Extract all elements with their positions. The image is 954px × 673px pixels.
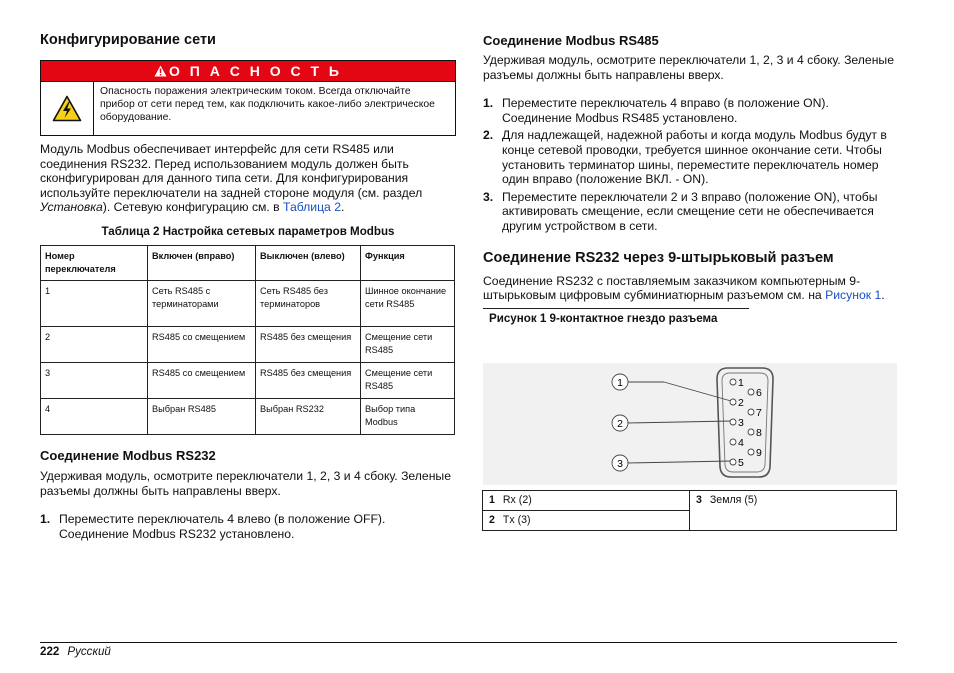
danger-label: О П А С Н О С Т Ь	[168, 63, 342, 79]
pin-4	[730, 437, 744, 449]
table-row: 2 Tx (3)	[483, 511, 897, 531]
svg-text:1: 1	[617, 377, 623, 389]
header-on: Включен (вправо)	[148, 245, 256, 280]
callout-1	[612, 374, 628, 390]
list-item: 2. Для надлежащей, надежной работы и когда модуль Modbus будут в конце сетевой проводки, требуется шинное окончание сети. Чтобы установить терминатор шины, переместите переключатель номер один вправо (положение ВКЛ. - ON).	[483, 128, 887, 187]
connector-paragraph: Соединение RS232 с поставляемым заказчиком компьютерным 9-штырьковым цифровым субминиатюрным разъемом см. на Рисунок 1.	[483, 273, 885, 303]
svg-text:3: 3	[617, 458, 623, 470]
table-2-link[interactable]: Таблица 2	[283, 200, 341, 215]
header-off: Выключен (влево)	[256, 245, 361, 280]
warning-triangle-icon	[154, 65, 167, 77]
page-number: 222	[40, 645, 60, 658]
callout-2	[612, 415, 628, 431]
pin-9	[748, 447, 762, 459]
pin-7	[748, 407, 762, 419]
rs485-steps	[483, 96, 897, 233]
header-switch-number: Номер переключателя	[41, 245, 148, 280]
header-function: Функция	[361, 245, 455, 280]
right-column	[483, 33, 897, 325]
pin-6	[748, 387, 762, 399]
figure-9pin-connector	[483, 363, 897, 485]
page-footer	[40, 642, 897, 658]
table-row: 3 RS485 со смещением RS485 без смещения Смещение сети RS485	[41, 362, 455, 398]
table-row: 2 RS485 со смещением RS485 без смещения Смещение сети RS485	[41, 326, 455, 362]
svg-text:2: 2	[738, 397, 744, 409]
danger-header	[41, 61, 455, 81]
intro-paragraph: Модуль Modbus обеспечивает интерфейс для сети RS485 или соединения RS232. Перед использованием модуль должен быть сконфигурирован для данного типа сети. Для конфигурирования используйте переключатели на задней стороне модуля (см. раздел Установка). Сетевую конфигурацию см. в Таблица 2.	[40, 142, 423, 215]
footer-language: Русский	[67, 645, 111, 658]
pin-8	[748, 427, 762, 439]
danger-text: Опасность поражения электрическим током. Всегда отключайте прибор от сети перед тем, как подключить какое-либо электрическое оборудование.	[100, 86, 435, 123]
figure-caption: Рисунок 1 9-контактное гнездо разъема	[489, 311, 718, 325]
callout-3	[612, 455, 628, 471]
left-column	[40, 32, 456, 541]
rs232-heading: Соединение Modbus RS232	[40, 447, 216, 463]
svg-text:8: 8	[756, 427, 762, 439]
table-row: 1 Rx (2) 3 Земля (5)	[483, 491, 897, 511]
svg-text:5: 5	[738, 457, 744, 469]
table-row: 1 Сеть RS485 с терминаторами Сеть RS485 без терминаторов Шинное окончание сети RS485	[41, 280, 455, 326]
list-item: 1. Переместите переключатель 4 влево (в положение OFF). Соединение Modbus RS232 установлено.	[40, 512, 386, 541]
pin-2	[730, 397, 744, 409]
svg-text:6: 6	[756, 387, 762, 399]
electrical-hazard-icon	[41, 82, 94, 135]
svg-text:9: 9	[756, 447, 762, 459]
rs485-paragraph: Удерживая модуль, осмотрите переключатели 1, 2, 3 и 4 сбоку. Зеленые разъемы должны быть направлены вверх.	[483, 53, 894, 82]
danger-box	[40, 60, 456, 136]
modbus-params-table	[40, 245, 455, 435]
figure-1-link[interactable]: Рисунок 1	[825, 288, 882, 303]
svg-text:4: 4	[738, 437, 744, 449]
pin-legend-table	[482, 490, 897, 531]
table-row: 4 Выбран RS485 Выбран RS232 Выбор типа Modbus	[41, 398, 455, 434]
rs232-paragraph: Удерживая модуль, осмотрите переключатели 1, 2, 3 и 4 сбоку. Зеленые разъемы должны быть направлены вверх.	[40, 468, 451, 498]
section-heading: Конфигурирование сети	[40, 32, 216, 48]
svg-text:3: 3	[738, 417, 744, 429]
svg-text:2: 2	[617, 418, 623, 430]
rs485-heading: Соединение Modbus RS485	[483, 33, 659, 48]
connector-heading: Соединение RS232 через 9-штырьковый разъем	[483, 249, 834, 266]
list-item: 1. Переместите переключатель 4 вправо (в положение ON). Соединение Modbus RS485 установлено.	[483, 96, 829, 125]
section-reference: Установка	[40, 200, 103, 215]
list-item: 3. Переместите переключатели 2 и 3 вправо (положение ON), чтобы активировать смещение, если смещение сети не обеспечивается другим устройством в сети.	[483, 189, 878, 233]
table-caption: Таблица 2 Настройка сетевых параметров Modbus	[101, 224, 395, 238]
svg-text:1: 1	[738, 377, 744, 389]
pin-3	[730, 417, 744, 429]
pin-1	[730, 377, 744, 389]
rs232-steps	[40, 512, 456, 541]
svg-text:7: 7	[756, 407, 762, 419]
pin-5	[730, 457, 744, 469]
db9-connector-diagram	[483, 363, 897, 485]
